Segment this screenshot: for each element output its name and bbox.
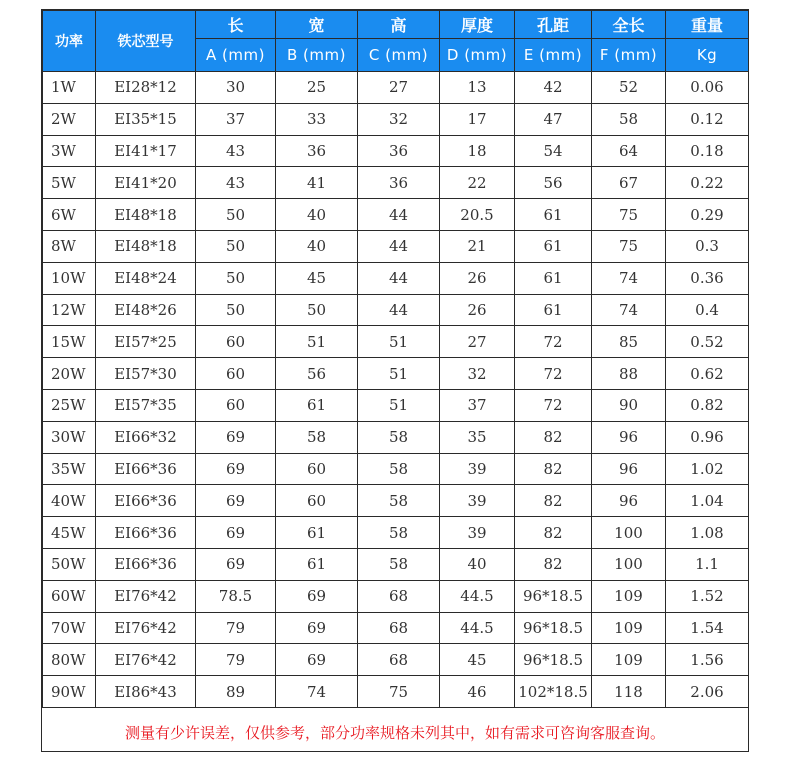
cell-weight: 0.12 <box>666 103 749 135</box>
cell-model: EI66*36 <box>96 548 196 580</box>
cell-width: 40 <box>276 199 358 231</box>
cell-weight: 1.04 <box>666 485 749 517</box>
cell-power: 1W <box>43 72 96 104</box>
cell-power: 50W <box>43 548 96 580</box>
cell-power: 5W <box>43 167 96 199</box>
cell-weight: 1.1 <box>666 548 749 580</box>
spec-table-frame <box>41 9 749 752</box>
cell-length: 50 <box>196 199 276 231</box>
cell-thickness: 13 <box>440 72 515 104</box>
cell-thickness: 39 <box>440 453 515 485</box>
cell-total-length: 100 <box>592 548 666 580</box>
cell-power: 35W <box>43 453 96 485</box>
cell-thickness: 18 <box>440 135 515 167</box>
cell-height: 75 <box>358 676 440 708</box>
cell-height: 58 <box>358 421 440 453</box>
cell-power: 90W <box>43 676 96 708</box>
cell-total-length: 74 <box>592 262 666 294</box>
cell-thickness: 17 <box>440 103 515 135</box>
table-row <box>43 72 749 104</box>
cell-hole-distance: 72 <box>515 358 592 390</box>
cell-thickness: 21 <box>440 230 515 262</box>
header-length-unit: A (mm) <box>196 39 276 72</box>
table-row <box>43 167 749 199</box>
cell-total-length: 75 <box>592 199 666 231</box>
cell-thickness: 40 <box>440 548 515 580</box>
cell-power: 20W <box>43 358 96 390</box>
cell-height: 44 <box>358 230 440 262</box>
cell-width: 61 <box>276 548 358 580</box>
cell-hole-distance: 82 <box>515 548 592 580</box>
header-thickness-unit: D (mm) <box>440 39 515 72</box>
cell-width: 56 <box>276 358 358 390</box>
disclaimer-note: 测量有少许误差，仅供参考，部分功率规格未列其中，如有需求可咨询客服查询。 <box>124 723 665 742</box>
cell-width: 69 <box>276 612 358 644</box>
cell-total-length: 85 <box>592 326 666 358</box>
cell-thickness: 44.5 <box>440 580 515 612</box>
cell-thickness: 44.5 <box>440 612 515 644</box>
table-row <box>43 548 749 580</box>
cell-length: 43 <box>196 135 276 167</box>
cell-height: 44 <box>358 294 440 326</box>
header-hole-distance: 孔距 <box>515 11 592 39</box>
cell-model: EI66*36 <box>96 453 196 485</box>
cell-height: 58 <box>358 517 440 549</box>
cell-length: 78.5 <box>196 580 276 612</box>
table-row <box>43 485 749 517</box>
cell-model: EI57*35 <box>96 389 196 421</box>
cell-weight: 0.29 <box>666 199 749 231</box>
cell-hole-distance: 96*18.5 <box>515 644 592 676</box>
cell-length: 50 <box>196 262 276 294</box>
cell-power: 40W <box>43 485 96 517</box>
cell-total-length: 96 <box>592 421 666 453</box>
cell-width: 51 <box>276 326 358 358</box>
cell-hole-distance: 96*18.5 <box>515 580 592 612</box>
cell-width: 36 <box>276 135 358 167</box>
cell-weight: 1.54 <box>666 612 749 644</box>
cell-power: 80W <box>43 644 96 676</box>
cell-total-length: 67 <box>592 167 666 199</box>
cell-hole-distance: 61 <box>515 294 592 326</box>
cell-power: 3W <box>43 135 96 167</box>
cell-height: 68 <box>358 644 440 676</box>
cell-model: EI48*24 <box>96 262 196 294</box>
cell-hole-distance: 102*18.5 <box>515 676 592 708</box>
spec-table <box>42 10 749 708</box>
cell-hole-distance: 82 <box>515 421 592 453</box>
cell-power: 15W <box>43 326 96 358</box>
table-row <box>43 612 749 644</box>
cell-model: EI48*18 <box>96 230 196 262</box>
cell-height: 32 <box>358 103 440 135</box>
cell-width: 69 <box>276 644 358 676</box>
cell-hole-distance: 72 <box>515 326 592 358</box>
cell-total-length: 96 <box>592 485 666 517</box>
cell-total-length: 88 <box>592 358 666 390</box>
cell-total-length: 96 <box>592 453 666 485</box>
cell-weight: 0.36 <box>666 262 749 294</box>
cell-height: 58 <box>358 485 440 517</box>
cell-thickness: 22 <box>440 167 515 199</box>
cell-width: 61 <box>276 517 358 549</box>
table-row <box>43 389 749 421</box>
cell-height: 51 <box>358 389 440 421</box>
cell-length: 69 <box>196 548 276 580</box>
cell-length: 79 <box>196 612 276 644</box>
table-row <box>43 580 749 612</box>
cell-hole-distance: 96*18.5 <box>515 612 592 644</box>
cell-height: 44 <box>358 199 440 231</box>
cell-length: 79 <box>196 644 276 676</box>
cell-thickness: 32 <box>440 358 515 390</box>
cell-height: 36 <box>358 167 440 199</box>
header-total-length: 全长 <box>592 11 666 39</box>
cell-thickness: 39 <box>440 485 515 517</box>
cell-hole-distance: 82 <box>515 485 592 517</box>
cell-total-length: 75 <box>592 230 666 262</box>
header-length: 长 <box>196 11 276 39</box>
table-row <box>43 453 749 485</box>
cell-hole-distance: 47 <box>515 103 592 135</box>
cell-power: 25W <box>43 389 96 421</box>
cell-length: 50 <box>196 230 276 262</box>
cell-length: 69 <box>196 453 276 485</box>
cell-thickness: 39 <box>440 517 515 549</box>
cell-length: 69 <box>196 517 276 549</box>
cell-hole-distance: 56 <box>515 167 592 199</box>
cell-length: 30 <box>196 72 276 104</box>
header-weight-unit: Kg <box>666 39 749 72</box>
cell-length: 60 <box>196 389 276 421</box>
cell-total-length: 100 <box>592 517 666 549</box>
cell-length: 50 <box>196 294 276 326</box>
cell-hole-distance: 61 <box>515 230 592 262</box>
cell-model: EI28*12 <box>96 72 196 104</box>
cell-weight: 1.02 <box>666 453 749 485</box>
table-row <box>43 326 749 358</box>
cell-power: 30W <box>43 421 96 453</box>
cell-width: 41 <box>276 167 358 199</box>
header-thickness: 厚度 <box>440 11 515 39</box>
cell-width: 33 <box>276 103 358 135</box>
cell-model: EI66*32 <box>96 421 196 453</box>
cell-weight: 0.52 <box>666 326 749 358</box>
cell-thickness: 46 <box>440 676 515 708</box>
cell-height: 51 <box>358 326 440 358</box>
cell-width: 60 <box>276 485 358 517</box>
cell-power: 60W <box>43 580 96 612</box>
cell-width: 74 <box>276 676 358 708</box>
cell-model: EI48*18 <box>96 199 196 231</box>
cell-model: EI86*43 <box>96 676 196 708</box>
cell-power: 8W <box>43 230 96 262</box>
cell-thickness: 20.5 <box>440 199 515 231</box>
cell-height: 58 <box>358 548 440 580</box>
cell-hole-distance: 61 <box>515 199 592 231</box>
header-width-unit: B (mm) <box>276 39 358 72</box>
cell-total-length: 109 <box>592 612 666 644</box>
cell-height: 68 <box>358 580 440 612</box>
cell-height: 58 <box>358 453 440 485</box>
cell-width: 40 <box>276 230 358 262</box>
cell-weight: 1.52 <box>666 580 749 612</box>
cell-model: EI48*26 <box>96 294 196 326</box>
cell-model: EI57*30 <box>96 358 196 390</box>
cell-thickness: 45 <box>440 644 515 676</box>
cell-length: 69 <box>196 485 276 517</box>
table-row <box>43 517 749 549</box>
cell-weight: 0.82 <box>666 389 749 421</box>
cell-width: 69 <box>276 580 358 612</box>
cell-length: 60 <box>196 358 276 390</box>
table-row <box>43 230 749 262</box>
cell-width: 61 <box>276 389 358 421</box>
cell-thickness: 35 <box>440 421 515 453</box>
cell-total-length: 64 <box>592 135 666 167</box>
table-body <box>43 72 749 708</box>
cell-weight: 2.06 <box>666 676 749 708</box>
cell-width: 60 <box>276 453 358 485</box>
header-power: 功率 <box>43 11 96 72</box>
cell-power: 2W <box>43 103 96 135</box>
cell-width: 25 <box>276 72 358 104</box>
cell-model: EI76*42 <box>96 612 196 644</box>
cell-weight: 0.96 <box>666 421 749 453</box>
cell-hole-distance: 42 <box>515 72 592 104</box>
cell-height: 51 <box>358 358 440 390</box>
table-row <box>43 262 749 294</box>
table-row <box>43 358 749 390</box>
table-header <box>43 11 749 72</box>
header-model: 铁芯型号 <box>96 11 196 72</box>
cell-power: 45W <box>43 517 96 549</box>
cell-hole-distance: 82 <box>515 517 592 549</box>
cell-model: EI35*15 <box>96 103 196 135</box>
cell-weight: 0.4 <box>666 294 749 326</box>
cell-model: EI76*42 <box>96 644 196 676</box>
cell-thickness: 37 <box>440 389 515 421</box>
cell-thickness: 26 <box>440 294 515 326</box>
header-height: 高 <box>358 11 440 39</box>
cell-length: 37 <box>196 103 276 135</box>
cell-length: 69 <box>196 421 276 453</box>
cell-power: 6W <box>43 199 96 231</box>
cell-model: EI66*36 <box>96 517 196 549</box>
cell-length: 60 <box>196 326 276 358</box>
table-row <box>43 294 749 326</box>
cell-length: 43 <box>196 167 276 199</box>
cell-model: EI76*42 <box>96 580 196 612</box>
cell-total-length: 109 <box>592 580 666 612</box>
cell-height: 36 <box>358 135 440 167</box>
cell-width: 50 <box>276 294 358 326</box>
cell-thickness: 27 <box>440 326 515 358</box>
cell-power: 10W <box>43 262 96 294</box>
cell-model: EI66*36 <box>96 485 196 517</box>
cell-weight: 0.3 <box>666 230 749 262</box>
table-row <box>43 644 749 676</box>
cell-power: 12W <box>43 294 96 326</box>
table-row <box>43 103 749 135</box>
table-row <box>43 676 749 708</box>
cell-total-length: 118 <box>592 676 666 708</box>
cell-total-length: 109 <box>592 644 666 676</box>
cell-total-length: 52 <box>592 72 666 104</box>
cell-weight: 1.08 <box>666 517 749 549</box>
cell-total-length: 90 <box>592 389 666 421</box>
cell-width: 45 <box>276 262 358 294</box>
cell-total-length: 58 <box>592 103 666 135</box>
cell-weight: 0.22 <box>666 167 749 199</box>
cell-weight: 1.56 <box>666 644 749 676</box>
header-width: 宽 <box>276 11 358 39</box>
cell-weight: 0.62 <box>666 358 749 390</box>
cell-model: EI41*17 <box>96 135 196 167</box>
cell-model: EI57*25 <box>96 326 196 358</box>
header-height-unit: C (mm) <box>358 39 440 72</box>
cell-thickness: 26 <box>440 262 515 294</box>
cell-hole-distance: 72 <box>515 389 592 421</box>
cell-weight: 0.06 <box>666 72 749 104</box>
cell-hole-distance: 61 <box>515 262 592 294</box>
table-row <box>43 135 749 167</box>
cell-height: 27 <box>358 72 440 104</box>
cell-power: 70W <box>43 612 96 644</box>
cell-total-length: 74 <box>592 294 666 326</box>
cell-length: 89 <box>196 676 276 708</box>
cell-height: 44 <box>358 262 440 294</box>
table-row <box>43 421 749 453</box>
header-total-length-unit: F (mm) <box>592 39 666 72</box>
cell-weight: 0.18 <box>666 135 749 167</box>
header-hole-distance-unit: E (mm) <box>515 39 592 72</box>
cell-height: 68 <box>358 612 440 644</box>
header-weight: 重量 <box>666 11 749 39</box>
cell-hole-distance: 54 <box>515 135 592 167</box>
cell-model: EI41*20 <box>96 167 196 199</box>
cell-width: 58 <box>276 421 358 453</box>
cell-hole-distance: 82 <box>515 453 592 485</box>
table-row <box>43 199 749 231</box>
